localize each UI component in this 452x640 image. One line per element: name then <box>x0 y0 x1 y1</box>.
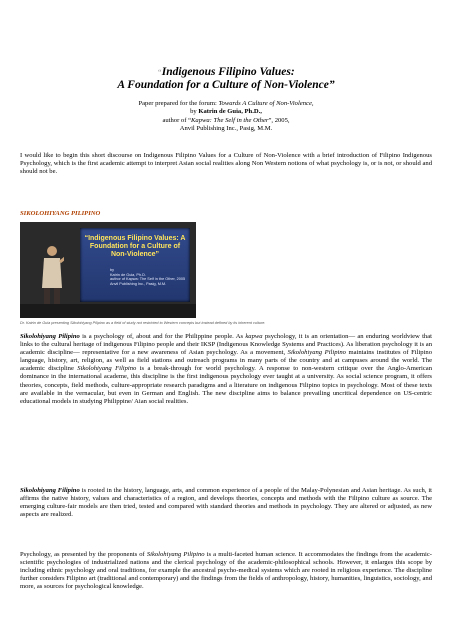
paragraph-1: Sikolohiyang Pilipino is a psychology of, about and for the Philippine people. As kapwa psychology, it is an orientation— an enduring worldview that links to the cultural heritage of indigenous Filipino people and their IKSP (Indigenous Knowledge Systems and Practices). As liberation psychology it is an academic discipline— representative for a new awareness of Asian psychology. As a movement, Sikolohiyang Pilipino maintains institutes of Filipino language, history, art, religion, as well as field stations and outreach programs in many parts of the country and at campuses around the world. The academic discipline Sikolohiyang Filipino is a break-through for world psychology. A response to non-western critique over the Anglo-American dominance in the international academe, this discipline is the first indigenous psychology ever taught at a university. As social science program, it offers theories, concepts, field methods, culture-appropriate research paradigms and a literature on indigenous Filipino topics in psychology. Most of these texts are available in the vernacular, but even in German and English. The new discipline aims to balance prevailing uncritical dependence on US-centric educational models in studying Philippine/ Aian social realities. <box>20 333 433 405</box>
by-label: by <box>190 108 199 116</box>
paragraph-2: Sikolohiyang Filipino is rooted in the history, language, arts, and common experience of a people of the Malay-Polynesian and Asian heritage. As such, it affirms the native history, values and characteristics of a region, and develops theories, concepts and methods with the Filipino culture as source. The emerging culture-fair models are then tried, tested and compared with standard theories and methods in psychology. They are altered or adjusted, as new aspects are realized. <box>20 487 432 519</box>
document-meta <box>40 100 412 134</box>
forum-name: Towards A Culture of Non-Violence, <box>218 100 314 107</box>
slide-subtitle: by Katrin de Guia, Ph.D. author of Kapwa: The Self in the Other, 2005 Anvil Publishing Inc., Pasig, M.M. <box>110 268 186 286</box>
forum-intro: Paper prepared for the forum: <box>138 100 219 107</box>
book-year: ”, 2005, <box>268 116 290 124</box>
intro-paragraph: I would like to begin this short discourse on Indigenous Filipino Values for a Culture of Non-Violence with a brief introduction of Filipino Indigenous Psychology, which is the first academic attempt to interpret Asian social realities along Non Western notions of what psychology is, or is not, or should and should not be. <box>20 152 432 176</box>
publisher: Anvil Publishing Inc., Pasig, M.M. <box>179 125 273 133</box>
photo-caption: Dr. Katrin de Guia presenting Sikolohiyang Pilipino as a field of study not restricted to Western concepts but instead defined by its inherent culture. <box>20 321 266 325</box>
book-title: Kapwa: The Self in the Other <box>191 116 269 124</box>
author-of-label: author of “ <box>162 116 191 124</box>
projector-screen <box>80 228 190 302</box>
stage-floor <box>20 304 196 318</box>
title-line-1: Indigenous Filipino Values: <box>161 66 295 78</box>
section-heading: SIKOLOHIYANG PILIPINO <box>20 210 101 217</box>
title-line-2: A Foundation for a Culture of Non-Violence” <box>117 79 335 91</box>
author-name: Katrin de Guia, Ph.D., <box>198 108 262 116</box>
document-title: “Indigenous Filipino Values: A Foundation for a Culture of Non-Violence” <box>117 66 335 91</box>
presentation-photo <box>20 222 196 318</box>
speaker-figure <box>40 244 64 306</box>
slide-title: “Indigenous Filipino Values: A Foundation for a Culture of Non-Violence” <box>84 235 186 258</box>
paragraph-3: Psychology, as presented by the proponents of Sikolohiyang Pilipino is a multi-faceted human science. It accommodates the findings from the academic-scientific psychologies of industrialized nations and the clerical psychology of the academic-philosophical schools. However, it enlarges this scope by including ethnic psychology and oral traditions, for example the ancestral psycho-medical systems which are rooted in religious experience. The discipline further considers Filipino art (traditional and contemporary) and the findings from the fields of anthropology, history, humanities, linguistics, sociology, and more, as sources for psychological knowledge. <box>20 551 432 591</box>
